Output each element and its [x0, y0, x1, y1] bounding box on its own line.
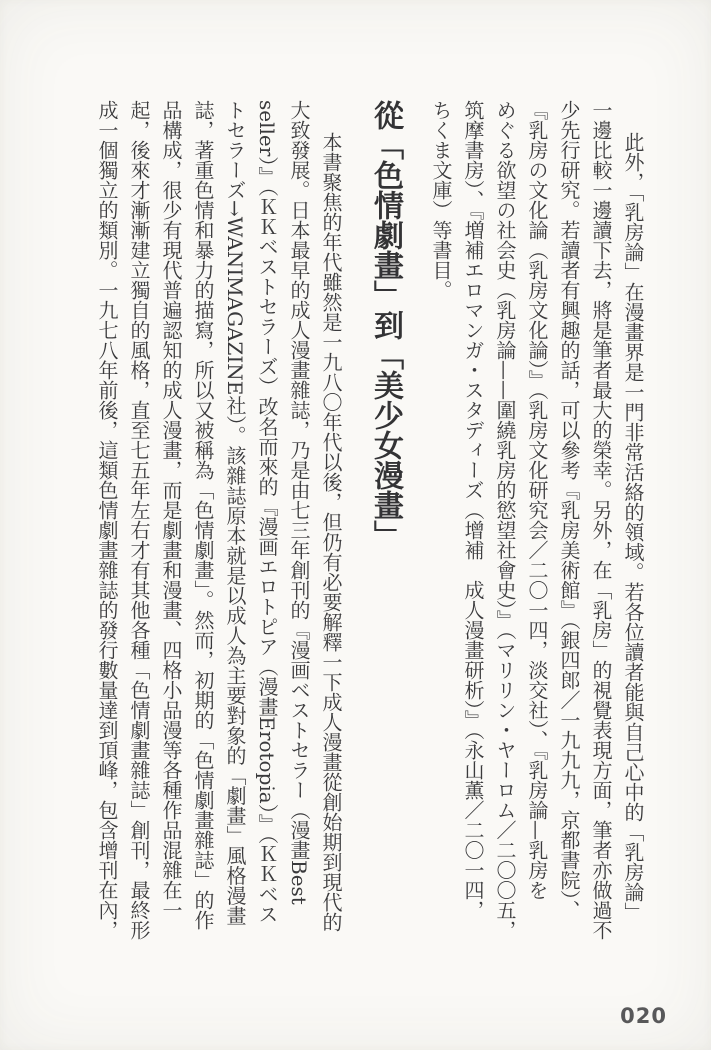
body-paragraph-line: 大致發展。日本最早的成人漫畫雜誌，乃是由七三年創刊的『漫画ベストセラー（漫畫Best: [287, 100, 311, 905]
body-paragraph-line: 本書聚焦的年代雖然是一九八〇年代以後，但仍有必要解釋一下成人漫畫從創始期到現代的: [319, 132, 343, 932]
intro-paragraph-line: めぐる欲望の社会史（乳房論——圍繞乳房的慾望社會史）』（マリリン・ヤーロム／二〇〇五，: [493, 100, 517, 940]
body-paragraph-line: 成一個獨立的類別。一九七八年前後，這類色情劇畫雜誌的發行數量達到頂峰，包含增刊在內，: [95, 100, 119, 940]
body-paragraph-line: 起，後來才漸漸建立獨自的風格，直至七五年左右才有其他各種「色情劇畫雜誌」創刊，最終形: [127, 100, 151, 940]
intro-paragraph-line: 『乳房の文化論（乳房文化論）』（乳房文化研究会／二〇一四，淡交社）、『乳房論—乳房を: [525, 100, 549, 900]
body-paragraph-line: 品構成，很少有現代普遍認知的成人漫畫，而是劇畫和漫畫、四格小品漫等各種作品混雜在一: [159, 100, 183, 920]
intro-paragraph-line: 少先行研究。若讀者有興趣的話，可以參考『乳房美術館』（銀四郎／一九九九，京都書院）、: [557, 100, 581, 920]
intro-paragraph-line: 此外，「乳房論」在漫畫界是一門非常活絡的領域。若各位讀者能與自己心中的「乳房論」: [621, 132, 645, 922]
intro-paragraph-line: 一邊比較一邊讀下去，將是筆者最大的榮幸。另外，在「乳房」的視覺表現方面，筆者亦做過不: [589, 100, 613, 940]
intro-paragraph-line: ちくま文庫）等書目。: [429, 100, 453, 300]
vertical-text-block: [91, 100, 649, 958]
intro-paragraph-line: 筑摩書房）、『増補エロマンガ・スタディーズ（增補 成人漫畫研析）』（永山薫／二〇一四，: [461, 100, 485, 920]
body-paragraph-line: トセラーズ→WANIMAGAZINE社）。該雜誌原本就是以成人為主要對象的「劇畫」風格漫畫: [223, 100, 247, 926]
body-paragraph-line: seller）』（ＫＫベストセラーズ）改名而來的『漫画エロトピア（漫畫Erotopia）』（ＫＫベス: [255, 100, 279, 924]
page-number: 020: [620, 1004, 667, 1028]
body-paragraph-line: 誌，著重色情和暴力的描寫，所以又被稱為「色情劇畫」。然而，初期的「色情劇畫雜誌」的作: [191, 100, 215, 930]
section-heading: 從「色情劇畫」到「美少女漫畫」: [368, 100, 403, 550]
